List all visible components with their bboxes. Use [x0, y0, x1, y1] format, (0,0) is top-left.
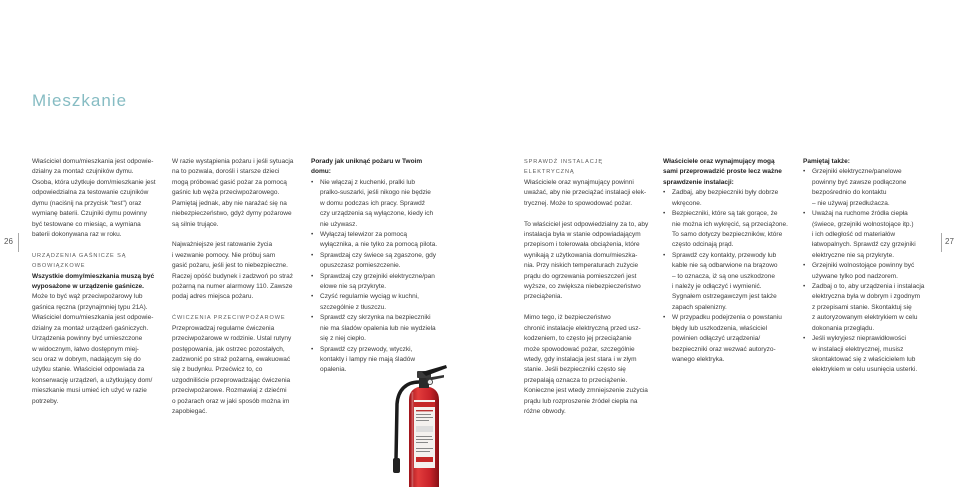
- fire-prevention-list: [311, 178, 451, 376]
- list-item: [803, 209, 943, 261]
- fire-extinguisher-icon: [386, 360, 448, 487]
- bullet-icon: •: [803, 168, 806, 176]
- owner-responsibility-paragraph: To właściciel jest odpowiedzialny za to, aby instalacja była w stanie odpowiadającym przepisom i tolerowała obciążenia, które wynikają z użytkowania domu/mieszka- nia. Przy niskich temperaturach zużycie prądu do ogrzewania pomieszczeń jest wyższe, co zwiększa niebezpieczeństwo przeciążenia.: [524, 220, 649, 301]
- list-item-text: Wyłączaj telewizor za pomocą wyłącznika, a nie tylko za pomocą pilota.: [320, 230, 438, 249]
- right-column-2: [663, 157, 806, 365]
- extinguisher-lead: Wszystkie domy/mieszkania muszą być wyposażone w urządzenie gaśnicze.: [32, 272, 155, 291]
- bullet-icon: •: [803, 283, 806, 291]
- bullet-icon: •: [311, 345, 314, 353]
- fuse-overload-paragraph: Mimo tego, iż bezpieczeństwo chronić instalacje elektryczną przed usz- kodzeniem, to często jej przeciążanie może spowodować pożar, szczególnie wtedy, gdy instalacja jest stara i w złym stanie. Jeśli bezpieczniki często się przepalają oznacza to przeciążenie. Konieczne jest wtedy zmniejszenie zużycia prądu lub rozproszenie źródeł ciepła na różne obwody.: [524, 314, 648, 416]
- installation-check-list: [663, 188, 806, 365]
- list-item: [311, 272, 451, 293]
- right-column-3: [803, 157, 943, 376]
- fire-response-paragraph: W razie wystąpienia pożaru i jeśli sytuacja na to pozwala, dorośli i starsze dzieci mogą próbować gasić pożar za pomocą gaśnic lub węża przeciwpożarowego. Pamiętaj jednak, aby nie narażać się na niebezpieczeństwo, gdyż dymy pożarowe są silnie trujące.: [172, 158, 294, 228]
- list-item: [663, 313, 806, 365]
- electrical-overload-paragraph: Właściciele oraz wynajmujący powinni uważać, aby nie przeciążać instalacji elek- trycznej. Może to spowodować pożar.: [524, 178, 647, 207]
- left-column-3: [311, 157, 451, 376]
- bullet-icon: •: [663, 189, 666, 197]
- remember-also-lead: Pamiętaj także:: [803, 158, 850, 165]
- list-item-text: Sprawdź czy kontakty, przewody lub kable nie są odbarwione na brązowo – to oznacza, iż są one uszkodzone i należy je odłączyć i wymienić. Sygnałem ostrzegawczym jest także zapach spalenizny.: [672, 251, 778, 311]
- list-item-text: Zadbaj o to, aby urządzenia i instalacja elektryczna była w dobrym i zgodnym z przepisami stanie. Skontaktuj się z autoryzowanym elektrykiem w celu dokonania przeglądu.: [812, 283, 925, 332]
- electrical-check-heading: SPRAWDŹ INSTALACJĘ ELEKTRYCZNĄ: [524, 159, 603, 176]
- left-column-1: [32, 157, 172, 407]
- list-item: [663, 251, 806, 314]
- fire-prevention-lead: Porady jak uniknąć pożaru w Twoim domu:: [311, 158, 423, 176]
- remember-also-list: [803, 167, 943, 375]
- installation-check-lead: Właściciele oraz wynajmujący mogą sami przeprowadzić proste lecz ważne sprawdzenie instalacji:: [663, 158, 782, 186]
- list-item: [311, 292, 451, 313]
- list-item-text: Grzejniki elektryczne/panelowe powinny być zawsze podłączone bezpośrednio do kontaktu – nie używaj przedłużacza.: [812, 168, 907, 207]
- bullet-icon: •: [311, 314, 314, 322]
- fire-drill-paragraph: Przeprowadzaj regularne ćwiczenia przeciwpożarowe w rodzinie. Ustal rutyny postępowania, jak ostrzec pozostałych, zadzwonić po straż pożarną, ewakuować się z budynku. Przećwicz to, co uzgodniliście przeprowadzając ćwiczenia przeciwpożarowe. Rozmawiaj z dziećmi o pożarach oraz w jaki sposób można im zapobiegać.: [172, 324, 292, 416]
- list-item-text: Jeśli wykryjesz nieprawidłowości w instalacji elektrycznej, musisz skontaktować się z właścicielem lub elektrykiem w celu usunięcia usterki.: [812, 335, 918, 374]
- page-tab-divider-left: [18, 233, 19, 252]
- list-item-text: Bezpieczniki, które są tak gorące, że nie można ich wykręcić, są przeciążone. To samo dotyczy bezpieczników, które często odcinają prąd.: [672, 210, 788, 249]
- left-column-2: [172, 157, 312, 418]
- list-item: [803, 334, 943, 376]
- bullet-icon: •: [311, 293, 314, 301]
- list-item: [803, 261, 943, 282]
- bullet-icon: •: [311, 272, 314, 280]
- list-item: [663, 209, 806, 251]
- right-column-1: [524, 157, 664, 418]
- bullet-icon: •: [663, 314, 666, 322]
- list-item: [311, 251, 451, 272]
- extinguisher-paragraph: Może to być wąż przeciwpożarowy lub gaśnica ręczna (przynajmniej typu 21A). Właściciel domu/mieszkania jest odpowie- dzialny za montaż urządzeń gaśniczych. Urządzenia powinny być umieszczone w widocznym, łatwo dostępnym miej- scu oraz w dobrym, nadającym się do użytku stanie. Właściciel odpowiada za konserwację urządzeń, a użytkujący dom/ mieszkanie musi umieć ich użyć w razie potrzeby.: [32, 293, 154, 405]
- list-item: [803, 282, 943, 334]
- emergency-call-paragraph: Najważniejsze jest ratowanie życia i wezwanie pomocy. Nie próbuj sam gasić pożaru, jeśli jest to niebezpieczne. Raczej opóść budynek i zadzwoń po straż pożarną na numer alarmowy 110. Zawsze podaj adres miejsca pożaru.: [172, 241, 294, 301]
- page-number-left: 26: [4, 237, 13, 246]
- bullet-icon: •: [663, 251, 666, 259]
- list-item-text: Sprawdzaj czy świece są zgaszone, gdy opuszczasz pomieszczenie.: [320, 251, 436, 270]
- list-item-text: Uważaj na ruchome źródła ciepła (świece, grzejniki wolnostojące itp.) i ich odległość od materiałów łatwopalnych. Sprawdź czy grzejniki elektryczne nie są przykryte.: [812, 210, 916, 259]
- bullet-icon: •: [311, 230, 314, 238]
- list-item-text: Sprawdź czy przewody, wtyczki, kontakty i lampy nie mają śladów opalenia.: [320, 345, 416, 374]
- list-item: [311, 178, 451, 230]
- list-item-text: Sprawdzaj czy grzejniki elektryczne/pan elowe nie są przykryte.: [320, 272, 435, 291]
- list-item-text: Czyść regularnie wyciąg w kuchni, szczególnie z tłuszczu.: [320, 293, 419, 311]
- bullet-icon: •: [803, 262, 806, 270]
- bullet-icon: •: [803, 335, 806, 343]
- fire-drill-heading: ĆWICZENIA PRZECIWPOŻAROWE: [172, 315, 286, 322]
- extinguisher-section-heading: URZĄDZENIA GAŚNICZE SĄ OBOWIĄZKOWE: [32, 252, 127, 270]
- list-item-text: Grzejniki wolnostojące powinny być używane tylko pod nadzorem.: [812, 262, 915, 280]
- list-item-text: Nie włączaj z kuchenki, pralki lub pralko-suszarki, jeśli nikogo nie będzie w domu podczas ich pracy. Sprawdź czy urządzenia są wyłączone, kiedy ich nie używasz.: [320, 178, 434, 228]
- list-item: [663, 188, 803, 209]
- smoke-detector-paragraph: Właściciel domu/mieszkania jest odpowie- dzialny za montaż czujników dymu. Osoba, która użytkuje dom/mieszkanie jest odpowiedzialna za testowanie czujników dymu (naciśnij na przycisk "test") oraz wymianę baterii. Czujniki dymu powinny być testowane co miesiąc, a wymiana baterii dokonywana raz w roku.: [32, 158, 156, 238]
- page-title: Mieszkanie: [32, 91, 128, 110]
- bullet-icon: •: [311, 251, 314, 259]
- page-number-right: 27: [945, 237, 954, 246]
- list-item-text: Sprawdź czy skrzynka na bezpieczniki nie ma śladów opalenia lub nie wydziela się z niej ciepło.: [320, 314, 436, 343]
- list-item: [311, 230, 451, 251]
- bullet-icon: •: [803, 210, 806, 218]
- list-item-text: Zadbaj, aby bezpieczniki były dobrze wkręcone.: [672, 189, 779, 207]
- list-item: [803, 167, 943, 209]
- bullet-icon: •: [311, 178, 314, 186]
- bullet-icon: •: [663, 210, 666, 218]
- list-item: [311, 313, 451, 344]
- list-item-text: W przypadku podejrzenia o powstaniu błędy lub uszkodzenia, właściciel powinien odłączyć urządzenia/ bezpieczniki oraz wezwać autoryzo- wanego elektryka.: [672, 314, 782, 364]
